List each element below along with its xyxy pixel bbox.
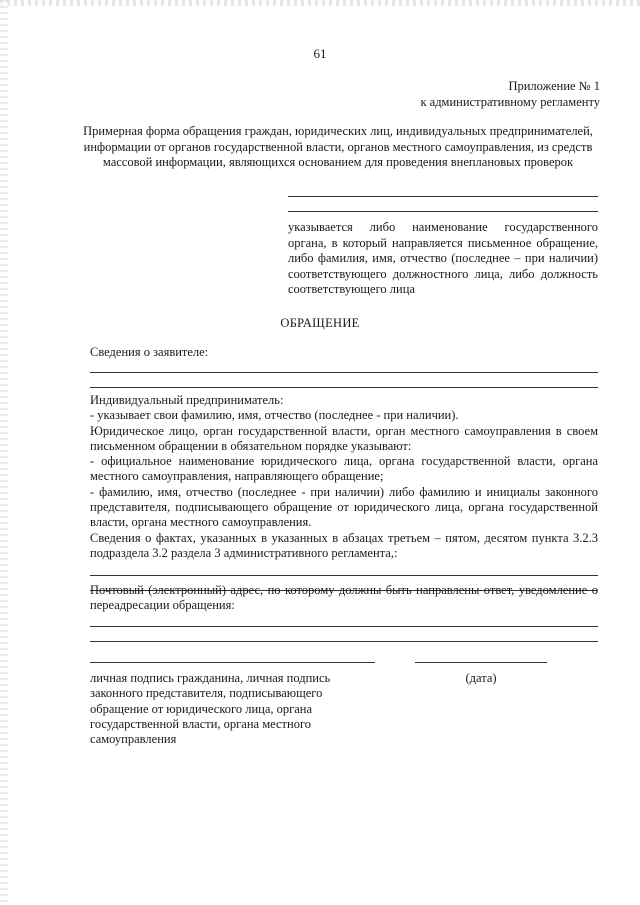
paragraph-legal-entity: Юридическое лицо, орган государственной власти, орган местного самоуправления в своем письменном обращении в обязательном порядке указывают: xyxy=(90,423,598,453)
date-caption: (дата) xyxy=(465,671,497,685)
signature-line xyxy=(90,662,375,663)
postal-section xyxy=(90,583,598,642)
applicant-label: Сведения о заявителе: xyxy=(90,345,209,359)
addressee-block xyxy=(288,196,598,298)
document-heading: ОБРАЩЕНИЕ xyxy=(280,316,360,330)
addressee-note: указывается либо наименование государственного органа, в который направляется письменное обращение, либо фамилия, имя, отчество (последнее – при наличии) соответствующего должностного лица, либо должность соответствующего лица xyxy=(288,220,598,296)
paragraph-facts: Сведения о фактах, указанных в указанных в абзацах третьем – пятом, десятом пункта 3.2.3 подраздела 3.2 раздела 3 административного регламента,: xyxy=(90,530,598,560)
postal-address-label: Почтовый (электронный) адрес, по которому должны быть направлены ответ, уведомление о переадресации обращения: xyxy=(90,583,598,613)
paragraph-representative: - фамилию, имя, отчество (последнее - при наличии) либо фамилию и инициалы законного представителя, подписывающего обращение от юридического лица, органа государственной власти, органа местного самоуправления. xyxy=(90,484,598,530)
paragraph-official-name: - официальное наименование юридического лица, органа государственной власти, органа местного самоуправления, направляющего обращение; xyxy=(90,454,598,484)
signature-block xyxy=(90,662,375,747)
postal-line-2 xyxy=(90,641,598,642)
applicant-section xyxy=(90,345,598,388)
paragraph-entrepreneur-fio: - указывает свои фамилию, имя, отчество (последнее - при наличии). xyxy=(90,408,459,423)
addressee-line-1 xyxy=(288,196,598,197)
scan-artifact-left xyxy=(0,0,8,905)
date-block xyxy=(415,662,547,686)
paragraph-entrepreneur: Индивидуальный предприниматель: xyxy=(90,393,284,407)
addressee-line-2 xyxy=(288,211,598,212)
signature-caption: личная подпись гражданина, личная подпись законного представителя, подписывающего обращение от юридического лица, органа государственной власти, органа местного самоуправления xyxy=(90,671,331,747)
appendix-line-1: Приложение № 1 xyxy=(508,79,600,93)
appendix-line-2: к административному регламенту xyxy=(420,95,600,109)
appendix-note xyxy=(420,78,600,110)
date-line xyxy=(415,662,547,663)
form-title: Примерная форма обращения граждан, юридических лиц, индивидуальных предпринимателей, информации от органов государственной власти, органов местного самоуправления, из средств массовой информации, являющихся основанием для проведения внеплановых проверок xyxy=(83,124,593,169)
applicant-line-2 xyxy=(90,387,598,388)
facts-line-1 xyxy=(90,575,598,576)
postal-line-1 xyxy=(90,626,598,627)
applicant-line-1 xyxy=(90,372,598,373)
page-number: 61 xyxy=(313,46,327,61)
instructions-section xyxy=(90,393,598,591)
scan-artifact-top xyxy=(0,0,640,6)
